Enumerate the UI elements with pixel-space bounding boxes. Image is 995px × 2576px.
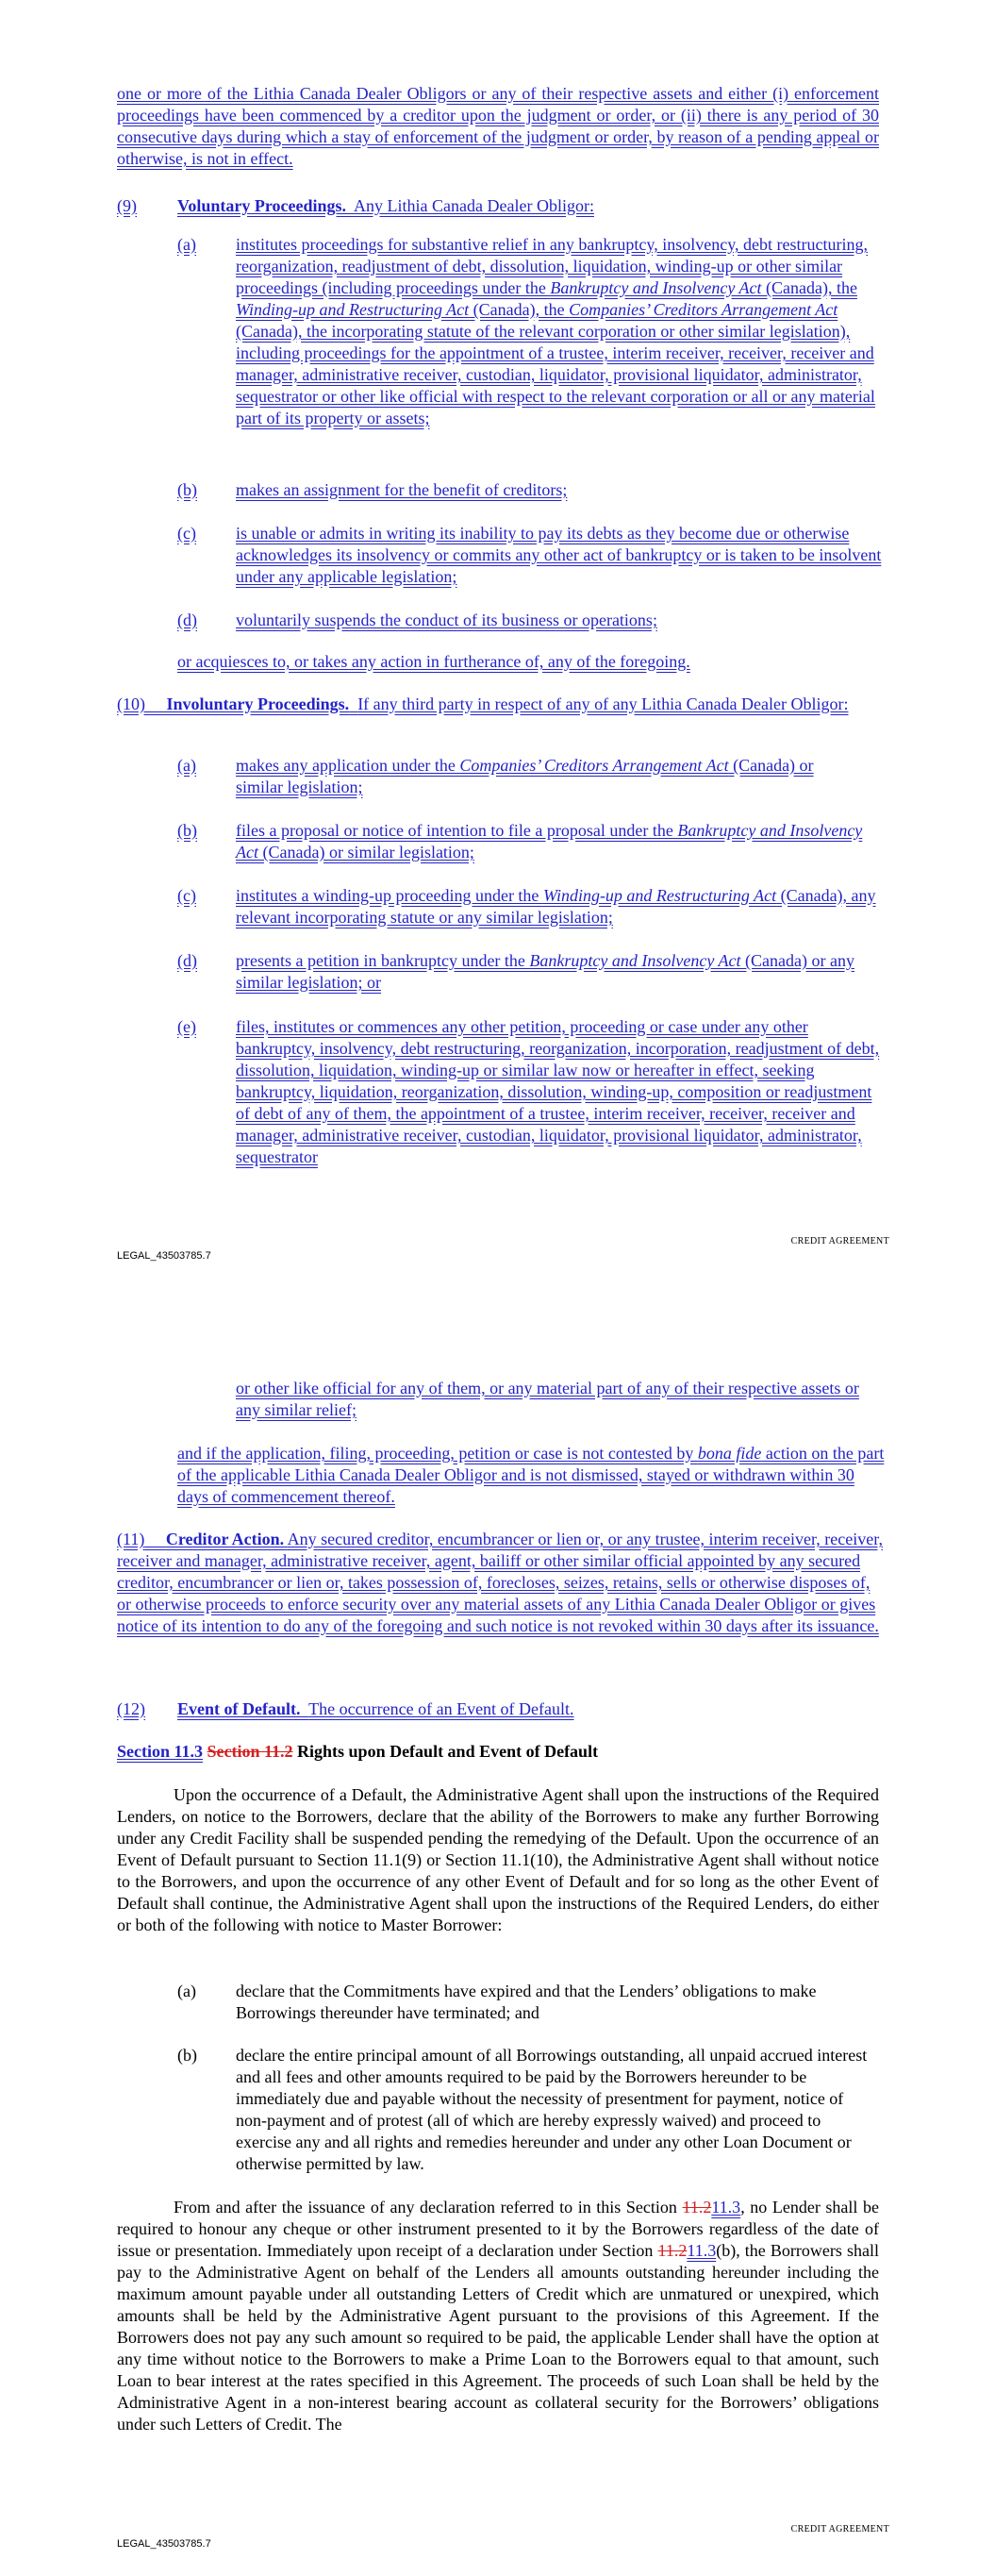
clause-9a-part2: (Canada), the	[761, 278, 857, 297]
para2-inserted-ref-1: 11.3	[711, 2198, 741, 2216]
para2-inserted-ref-2: 11.3	[687, 2241, 717, 2260]
clause-10a-part2: (Canada) or similar legislation;	[236, 756, 814, 796]
clause-9a-number: (a)	[177, 235, 196, 254]
clause-11-text	[117, 1529, 886, 1637]
clause-10-tail-bona-fide: bona fide	[697, 1444, 762, 1463]
footer-document-id-2: LEGAL_43503785.7	[117, 2538, 211, 2550]
section-heading	[117, 1741, 886, 1763]
para2-deleted-ref-2: 11.2	[657, 2241, 688, 2260]
clause-9c-number: (c)	[177, 524, 196, 543]
clause-10e-number: (e)	[177, 1017, 196, 1036]
clause-10c-number: (c)	[177, 886, 196, 905]
clause-10c-part2: (Canada), any relevant incorporating statute or any similar legislation;	[236, 886, 876, 927]
clause-9a-act1: Bankruptcy and Insolvency Act	[550, 278, 762, 297]
clause-10a-text	[236, 755, 839, 798]
clause-12-title: Event of Default.	[177, 1699, 301, 1718]
remedy-b-text: declare the entire principal amount of all Borrowings outstanding, all unpaid accrued interest and all fees and other amounts required to be paid by the Borrowers hereunder to be immediately due and payable without the necessity of presentment for payment, notice of non-payment and of protest (all of which are hereby expressly waived) and proceed to exercise any and all rights and remedies hereunder and under any other Loan Document or otherwise permitted by law.	[236, 2046, 868, 2173]
clause-10-tail	[177, 1443, 885, 1508]
para2-part2: , no Lender shall be required to honour any cheque or other instrument presented to it by the Borrowers regardless of the date of issue or presentation. Immediately upon receipt of a declaration under Section	[117, 2198, 880, 2260]
clause-9a-part4: (Canada), the incorporating statute of the relevant corporation or other similar legislation), including proceedings for the appointment of a trustee, interim receiver, receiver, receiver and manager, administrative receiver, custodian, liquidator, provisional liquidator, administrator, sequestrator or other like official with respect to the relevant corporation or all or any material part of its property or assets;	[236, 322, 875, 427]
footer-title: CREDIT AGREEMENT	[790, 1236, 889, 1246]
section-paragraph-1: Upon the occurrence of a Default, the Administrative Agent shall upon the instructions of the Required Lenders, on notice to the Borrowers, declare that the ability of the Borrowers to make any further Borrowing under any Credit Facility shall be suspended pending the remedying of the Default. Upon the occurrence of an Event of Default pursuant to Section 11.1(9) or Section 11.1(10), the Administrative Agent shall without notice to the Borrowers, and upon the occurrence of any other Event of Default and for so long as the other Event of Default shall continue, the Administrative Agent shall upon the instructions of the Required Lenders, do either or both of the following with notice to Master Borrower:	[117, 1785, 879, 1934]
footer-title-2: CREDIT AGREEMENT	[790, 2524, 889, 2534]
clause-10c-act: Winding-up and Restructuring Act	[542, 886, 777, 905]
clause-10-title: Involuntary Proceedings.	[166, 694, 350, 713]
clause-10-lead: If any third party in respect of any of any Lithia Canada Dealer Obligor:	[357, 694, 849, 713]
remedy-b-number: (b)	[177, 2046, 197, 2065]
clause-9b-text: makes an assignment for the benefit of creditors;	[236, 480, 568, 499]
clause-10b-act: Bankruptcy and Insolvency Act	[236, 821, 863, 861]
clause-12-text	[177, 1698, 885, 1720]
clause-11-body: Any secured creditor, encumbrancer or lien or, or any trustee, interim receiver, receiver, receiver and manager, administrative receiver, agent, bailiff or other similar official appointed by any secured creditor, encumbrancer or lien or, takes possession of, forecloses, seizes, retains, sells or otherwise disposes of, or otherwise proceeds to enforce security over any material assets of any Lithia Canada Dealer Obligor or gives notice of its intention to do any of the foregoing and such notice is not revoked within 30 days after its issuance.	[117, 1530, 883, 1635]
clause-9a-act3: Companies’ Creditors Arrangement Act	[569, 300, 838, 319]
clause-10b-part2: (Canada) or similar legislation;	[258, 843, 474, 861]
clause-10a-part1: makes any application under the	[236, 756, 460, 775]
clause-10d-act: Bankruptcy and Insolvency Act	[529, 951, 741, 970]
clause-10c-part1: institutes a winding-up proceeding under the	[236, 886, 543, 905]
clause-11-number: (11)	[117, 1530, 145, 1548]
section-paragraph-2	[117, 2197, 879, 2435]
clause-9c-text: is unable or admits in writing its inability to pay its debts as they become due or otherwise acknowledges its insolvency or commits any other act of bankruptcy or is taken to be insolvent under any applicable legislation;	[236, 524, 882, 586]
clause-9b-number: (b)	[177, 480, 197, 499]
clause-10d-number: (d)	[177, 951, 197, 970]
clause-10b-number: (b)	[177, 821, 197, 840]
clause-10-tail-part2: action on the part of the applicable Lithia Canada Dealer Obligor and is not dismissed, stayed or withdrawn within 30 days of commencement thereof.	[177, 1444, 885, 1506]
clause-10a-number: (a)	[177, 756, 196, 775]
section-title: Rights upon Default and Event of Default	[297, 1742, 599, 1761]
clause-9a-act2: Winding-up and Restructuring Act	[236, 300, 470, 319]
clause-10b-part1: files a proposal or notice of intention to file a proposal under the	[236, 821, 678, 840]
clause-10e-text: files, institutes or commences any other petition, proceeding or case under any other bankruptcy, insolvency, debt restructuring, reorganization, incorporation, readjustment of debt, dissolution, liquidation, winding-up or similar law now or hereafter in effect, seeking bankruptcy, liquidation, reorganization, dissolution, winding-up, composition or readjustment of debt of any of them, the appointment of a trustee, interim receiver, receiver, receiver and manager, administrative receiver, custodian, liquidator, provisional liquidator, administrator, sequestrator	[236, 1017, 880, 1166]
clause-10d-part1: presents a petition in bankruptcy under the	[236, 951, 530, 970]
clause-9a-part3: (Canada), the	[469, 300, 570, 319]
clause-9-tail: or acquiesces to, or takes any action in furtherance of, any of the foregoing.	[177, 652, 690, 671]
para2-part3: (b), the Borrowers shall pay to the Administrative Agent on behalf of the Lenders all amounts outstanding hereunder including the maximum amount payable under all outstanding Letters of Credit which are unmatured or unexpired, which amounts shall be held by the Administrative Agent pursuant to the provisions of this Agreement. If the Borrowers does not pay any such amount so required to be paid, the applicable Lender shall have the option at any time without notice to the Borrowers to make a Prime Loan to the Borrowers equal to that amount, such Loan to bear interest at the rates specified in this Agreement. The proceeds of such Loan shall be held by the Administrative Agent in a non-interest bearing account as collateral security for the Borrowers’ obligations under such Letters of Credit. The	[117, 2241, 879, 2434]
clause-9-title: Voluntary Proceedings.	[177, 196, 347, 215]
clause-10d-part2: (Canada) or any similar legislation; or	[236, 951, 854, 992]
footer-document-id: LEGAL_43503785.7	[117, 1250, 211, 1262]
section-new-reference: Section 11.3	[117, 1742, 204, 1761]
clause-9d-number: (d)	[177, 611, 197, 629]
para2-deleted-ref-1: 11.2	[682, 2198, 712, 2216]
clause-9-heading	[177, 195, 879, 217]
para2-part1: From and after the issuance of any declaration referred to in this Section	[174, 2198, 683, 2216]
clause-9a-part1: institutes proceedings for substantive relief in any bankruptcy, insolvency, debt restructuring, reorganization, readjustment of debt, dissolution, liquidation, winding-up or other similar proceedings (including proceedings under the	[236, 235, 868, 297]
section-old-reference: Section 11.2	[207, 1742, 293, 1761]
clause-11-title: Creditor Action.	[165, 1530, 285, 1548]
clause-9a-text	[236, 234, 887, 429]
remedy-a-number: (a)	[177, 1982, 196, 2000]
clause-10c-text	[236, 885, 887, 928]
remedy-a-text: declare that the Commitments have expired and that the Lenders’ obligations to make Borrowings thereunder have terminated; and	[236, 1982, 817, 2022]
clause-9-lead: Any Lithia Canada Dealer Obligor:	[354, 196, 594, 215]
clause-10-tail-part1: and if the application, filing, proceeding, petition or case is not contested by	[177, 1444, 698, 1463]
clause-9-number: (9)	[117, 196, 137, 215]
clause-10d-text	[236, 950, 887, 994]
clause-10-heading	[117, 694, 886, 715]
clause-10e-continuation: or other like official for any of them, or any material part of any of their respective assets or any similar relief;	[236, 1379, 859, 1419]
clause-10a-act: Companies’ Creditors Arrangement Act	[459, 756, 729, 775]
clause-9d-text: voluntarily suspends the conduct of its business or operations;	[236, 611, 657, 629]
continuation-paragraph: one or more of the Lithia Canada Dealer Obligors or any of their respective assets and either (i) enforcement proceedings have been commenced by a creditor upon the judgment or order, or (ii) there is any period of 30 consecutive days during which a stay of enforcement of the judgment or order, by reason of a pending appeal or otherwise, is not in effect.	[117, 84, 879, 168]
clause-10-number: (10)	[117, 694, 145, 713]
clause-12-number: (12)	[117, 1699, 145, 1718]
clause-10b-text	[236, 820, 887, 863]
clause-12-body: The occurrence of an Event of Default.	[308, 1699, 574, 1718]
